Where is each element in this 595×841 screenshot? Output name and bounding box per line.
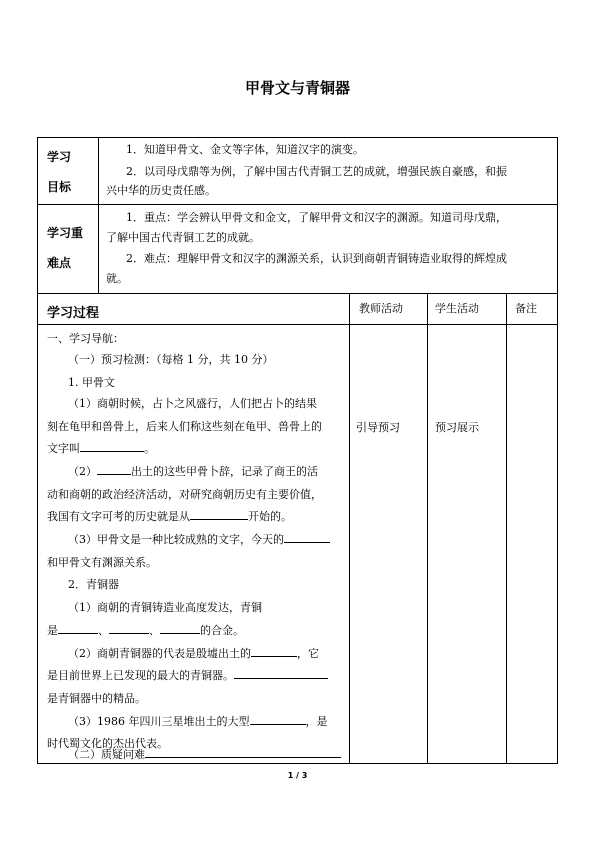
answer-blank[interactable] xyxy=(145,745,341,758)
goals-label-line1: 学习 xyxy=(47,150,72,164)
question-line: （3）甲骨文是一种比较成熟的文字，今天的 xyxy=(68,530,330,550)
question-line: 文字叫 。 xyxy=(47,439,155,459)
answer-blank[interactable] xyxy=(109,621,149,634)
column-divider xyxy=(427,293,428,763)
process-header: 学习过程 xyxy=(47,306,100,321)
document-title: 甲骨文与青铜器 xyxy=(244,79,350,97)
question-line: 是目前世界上已发现的最大的青铜器。 xyxy=(47,666,328,686)
question-line: 时代蜀文化的杰出代表。 xyxy=(47,737,168,750)
keypoints-label-line1: 学习重 xyxy=(47,226,84,240)
goal-item-1: 1．知道甲骨文、金文等字体，知道汉字的演变。 xyxy=(126,143,364,156)
column-divider xyxy=(506,293,507,763)
keypoint-item-2-line2: 就。 xyxy=(106,272,128,285)
row-divider xyxy=(38,204,557,205)
student-activity-header: 学生活动 xyxy=(435,302,479,315)
goals-label-line2: 目标 xyxy=(47,180,72,194)
keypoint-item-1-line2: 了解中国古代青铜工艺的成就。 xyxy=(106,231,260,244)
lesson-plan-table xyxy=(37,137,558,764)
keypoint-item-1-line1: 1．重点：学会辨认甲骨文和金文，了解甲骨文和汉字的渊源。知道司母戊鼎， xyxy=(126,211,507,224)
column-divider xyxy=(349,293,350,763)
goal-item-2-line1: 2．以司母戊鼎等为例，了解中国古代青铜工艺的成就，增强民族自豪感，和振 xyxy=(126,165,507,178)
answer-blank[interactable] xyxy=(97,462,131,475)
section-heading: 一、学习导航： xyxy=(47,332,124,345)
question-line: （1）商朝时候，占卜之风盛行，人们把占卜的结果 xyxy=(68,397,317,410)
question-line: 我国有文字可考的历史就是从 开始的。 xyxy=(47,507,292,527)
row-divider xyxy=(38,293,557,294)
answer-blank[interactable] xyxy=(234,666,328,679)
question-line: 刻在龟甲和兽骨上，后来人们称这些刻在龟甲、兽骨上的 xyxy=(47,420,322,433)
questioning-heading: （二）质疑问难 xyxy=(68,745,341,765)
answer-blank[interactable] xyxy=(190,507,248,520)
answer-blank[interactable] xyxy=(160,621,200,634)
bronze-heading: 2．青铜器 xyxy=(68,578,119,591)
oracle-bone-heading: 1. 甲骨文 xyxy=(68,376,115,389)
teacher-activity-cell: 引导预习 xyxy=(356,421,400,434)
student-activity-cell: 预习展示 xyxy=(435,421,479,434)
answer-blank[interactable] xyxy=(58,621,98,634)
keypoints-label-line2: 难点 xyxy=(47,256,72,270)
question-line: 和甲骨文有渊源关系。 xyxy=(47,556,157,569)
question-line: （3）1986 年四川三星堆出土的大型 ，是 xyxy=(68,712,328,732)
answer-blank[interactable] xyxy=(250,712,306,725)
preview-check-heading: （一）预习检测：（每格 1 分，共 10 分） xyxy=(68,353,274,366)
answer-blank[interactable] xyxy=(80,439,144,452)
answer-blank[interactable] xyxy=(284,530,330,543)
question-line: 是 、 、 的合金。 xyxy=(47,621,244,641)
answer-blank[interactable] xyxy=(251,644,297,657)
column-divider xyxy=(98,138,99,293)
question-line: 是青铜器中的精品。 xyxy=(47,692,146,705)
question-line: （1）商朝的青铜铸造业高度发达，青铜 xyxy=(68,601,262,614)
row-divider xyxy=(38,324,557,325)
keypoint-item-2-line1: 2．难点：理解甲骨文和汉字的渊源关系，认识到商朝青铜铸造业取得的辉煌成 xyxy=(126,252,507,265)
notes-header: 备注 xyxy=(515,302,537,315)
page-number: 1 / 3 xyxy=(287,771,308,780)
question-line: （2） 出土的这些甲骨卜辞，记录了商王的活 xyxy=(68,462,318,482)
goal-item-2-line2: 兴中华的历史责任感。 xyxy=(106,184,216,197)
question-line: 动和商朝的政治经济活动，对研究商朝历史有主要价值， xyxy=(47,488,322,501)
teacher-activity-header: 教师活动 xyxy=(359,302,403,315)
question-line: （2）商朝青铜器的代表是殷墟出土的 ，它 xyxy=(68,644,319,664)
